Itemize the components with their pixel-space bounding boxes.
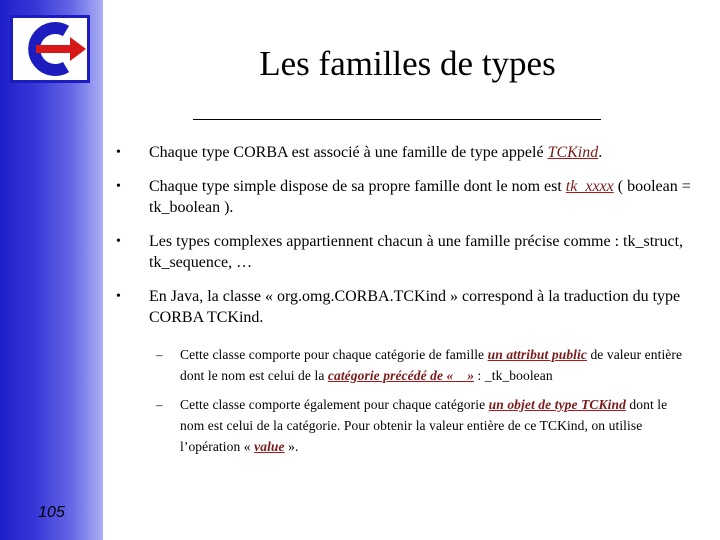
- highlight-run: un objet de type TCKind: [488, 397, 626, 412]
- text-run: Chaque type CORBA est associé à une famille de type appelé: [149, 144, 548, 161]
- bullet-text: [149, 233, 683, 271]
- slide-title: Les familles de types: [259, 44, 556, 83]
- text-run: Les types complexes appartiennent chacun à une famille précise comme : tk_struct, tk_sequence, …: [149, 233, 684, 271]
- title-underline: [193, 119, 601, 120]
- bullet-text: [149, 178, 691, 216]
- bullet-dot-icon: •: [116, 145, 121, 160]
- bullet-dot-icon: •: [116, 289, 121, 304]
- text-run: Cette classe comporte également pour chaque catégorie: [180, 397, 489, 412]
- text-run: .: [598, 144, 603, 161]
- cnam-logo-icon: [10, 15, 90, 83]
- dash-marker-icon: –: [156, 397, 163, 412]
- text-run: de valeur entière dont le nom est celui de la: [180, 347, 683, 383]
- highlight-run: catégorie précédé de « _ »: [327, 368, 475, 383]
- sidebar-gradient: [0, 0, 103, 540]
- sub-bullet-item: [156, 394, 686, 457]
- bullet-item: [110, 231, 700, 273]
- dash-marker-icon: –: [156, 347, 163, 362]
- bullet-item: [110, 142, 700, 163]
- bullet-dot-icon: •: [116, 179, 121, 194]
- text-run: En Java, la classe « org.omg.CORBA.TCKind » correspond à la traduction du type CORBA TCKind.: [149, 288, 681, 326]
- highlight-run: tk_xxxx: [565, 178, 614, 195]
- sub-bullet-text: [180, 347, 682, 383]
- bullet-text: [149, 144, 602, 161]
- sub-bullet-list: [156, 344, 686, 465]
- text-run: ( boolean = tk_boolean ).: [149, 178, 691, 216]
- highlight-run: TCKind: [547, 144, 599, 161]
- highlight-run: value: [254, 439, 285, 454]
- bullet-item: [110, 176, 700, 218]
- bullet-text: [149, 288, 680, 326]
- logo-graphic: [10, 15, 90, 83]
- text-run: Cette classe comporte pour chaque catégorie de famille: [180, 347, 488, 362]
- sub-bullet-item: [156, 344, 686, 386]
- page-number: 105: [38, 504, 65, 521]
- highlight-run: un attribut public: [487, 347, 587, 362]
- text-run: ».: [284, 439, 299, 454]
- sub-bullet-text: [180, 397, 667, 454]
- text-run: : _tk_boolean: [474, 368, 553, 383]
- text-run: dont le nom est celui de la catégorie. Pour obtenir la valeur entière de ce TCKind, on utilise l’opération «: [180, 397, 668, 454]
- bullet-dot-icon: •: [116, 234, 121, 249]
- bullet-list: [110, 142, 700, 341]
- text-run: Chaque type simple dispose de sa propre famille dont le nom est: [149, 178, 566, 195]
- bullet-item: [110, 286, 700, 328]
